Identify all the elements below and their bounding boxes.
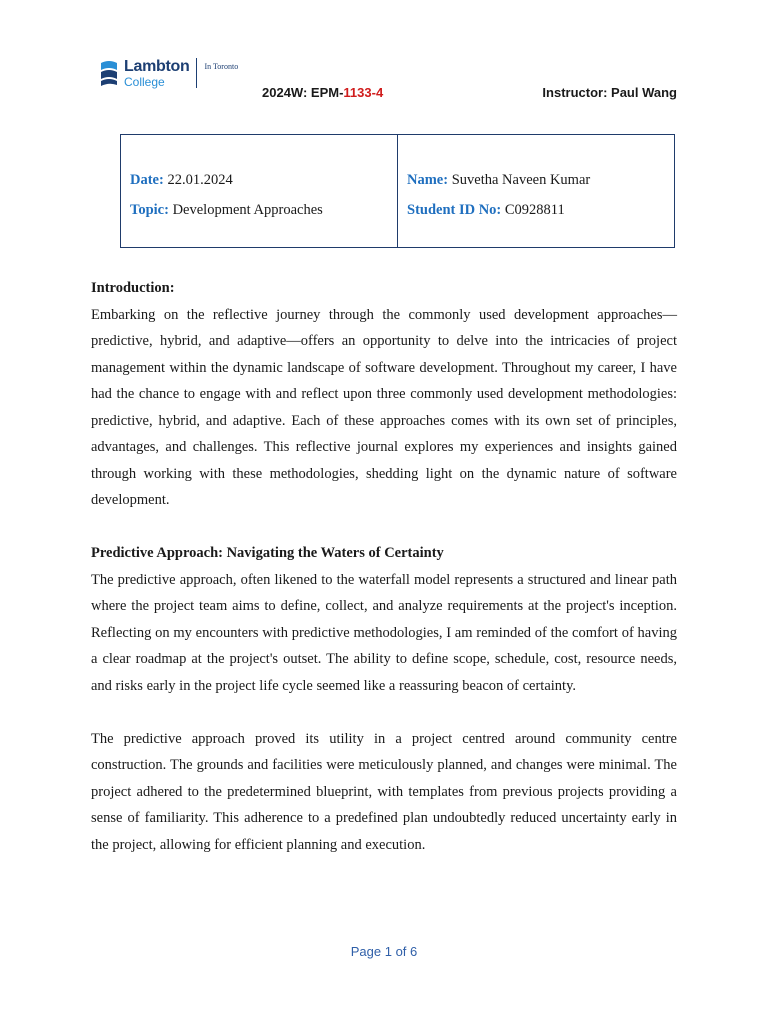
student-id-value: C0928811 — [504, 202, 565, 218]
student-id-row — [407, 195, 674, 225]
date-row — [130, 165, 397, 195]
page-number: Page 1 of 6 — [350, 944, 418, 959]
info-cell-left — [121, 135, 397, 247]
logo-divider — [196, 58, 197, 88]
name-row — [407, 165, 674, 195]
logo-name: Lambton — [124, 57, 190, 75]
predictive-paragraph-2: The predictive approach proved its utility in a project centred around community centre construction. The grounds and facilities were meticulously planned, and changes were minimal. The project adhered to the predetermined blueprint, with templates from previous projects providing a sense of familiarity. This adherence to a predefined plan undoubtedly reduced uncertainty early in the project, allowing for efficient planning and execution. — [91, 730, 677, 853]
predictive-heading: Predictive Approach: Navigating the Waters of Certainty — [91, 545, 444, 561]
topic-label: Topic: — [130, 202, 169, 218]
date-value: 22.01.2024 — [167, 172, 233, 188]
predictive-paragraph-1: The predictive approach, often likened to the waterfall model represents a structured and linear path where the project team aims to define, collect, and analyze requirements at the project's inception. Reflecting on my encounters with predictive methodologies, I am reminded of the comfort of having a clear roadmap at the project's outset. The ability to define scope, schedule, cost, resource needs, and risks early in the project life cycle seemed like a reassuring beacon of certainty. — [91, 571, 677, 694]
name-value: Suvetha Naveen Kumar — [451, 172, 591, 188]
logo-location: In Toronto — [204, 62, 239, 71]
instructor-name: Instructor: Paul Wang — [542, 85, 677, 100]
course-number: 1133-4 — [343, 85, 384, 100]
info-cell-right — [397, 135, 674, 247]
student-id-label: Student ID No: — [407, 202, 502, 218]
lambton-logo-icon — [100, 59, 118, 87]
course-code — [262, 85, 383, 100]
topic-value: Development Approaches — [172, 202, 323, 218]
college-logo — [100, 56, 238, 90]
introduction-paragraph: Embarking on the reflective journey through the commonly used development approaches—predictive, hybrid, and adaptive—offers an opportunity to delve into the intricacies of project management within the dynamic landscape of software development. Throughout my career, I have had the chance to engage with and reflect upon three commonly used development methodologies: predictive, hybrid, and adaptive. Each of these approaches comes with its own set of principles, advantages, and challenges. This reflective journal explores my experiences and insights gained through working with these methodologies, shedding light on the dynamic nature of software development. — [91, 306, 677, 508]
logo-sub: College — [124, 74, 165, 89]
name-label: Name: — [407, 172, 449, 188]
student-info-table — [120, 134, 675, 248]
topic-row — [130, 195, 397, 225]
introduction-heading: Introduction: — [91, 280, 175, 296]
document-body — [91, 275, 677, 858]
course-prefix: 2024W: EPM- — [262, 85, 344, 100]
date-label: Date: — [130, 172, 164, 188]
